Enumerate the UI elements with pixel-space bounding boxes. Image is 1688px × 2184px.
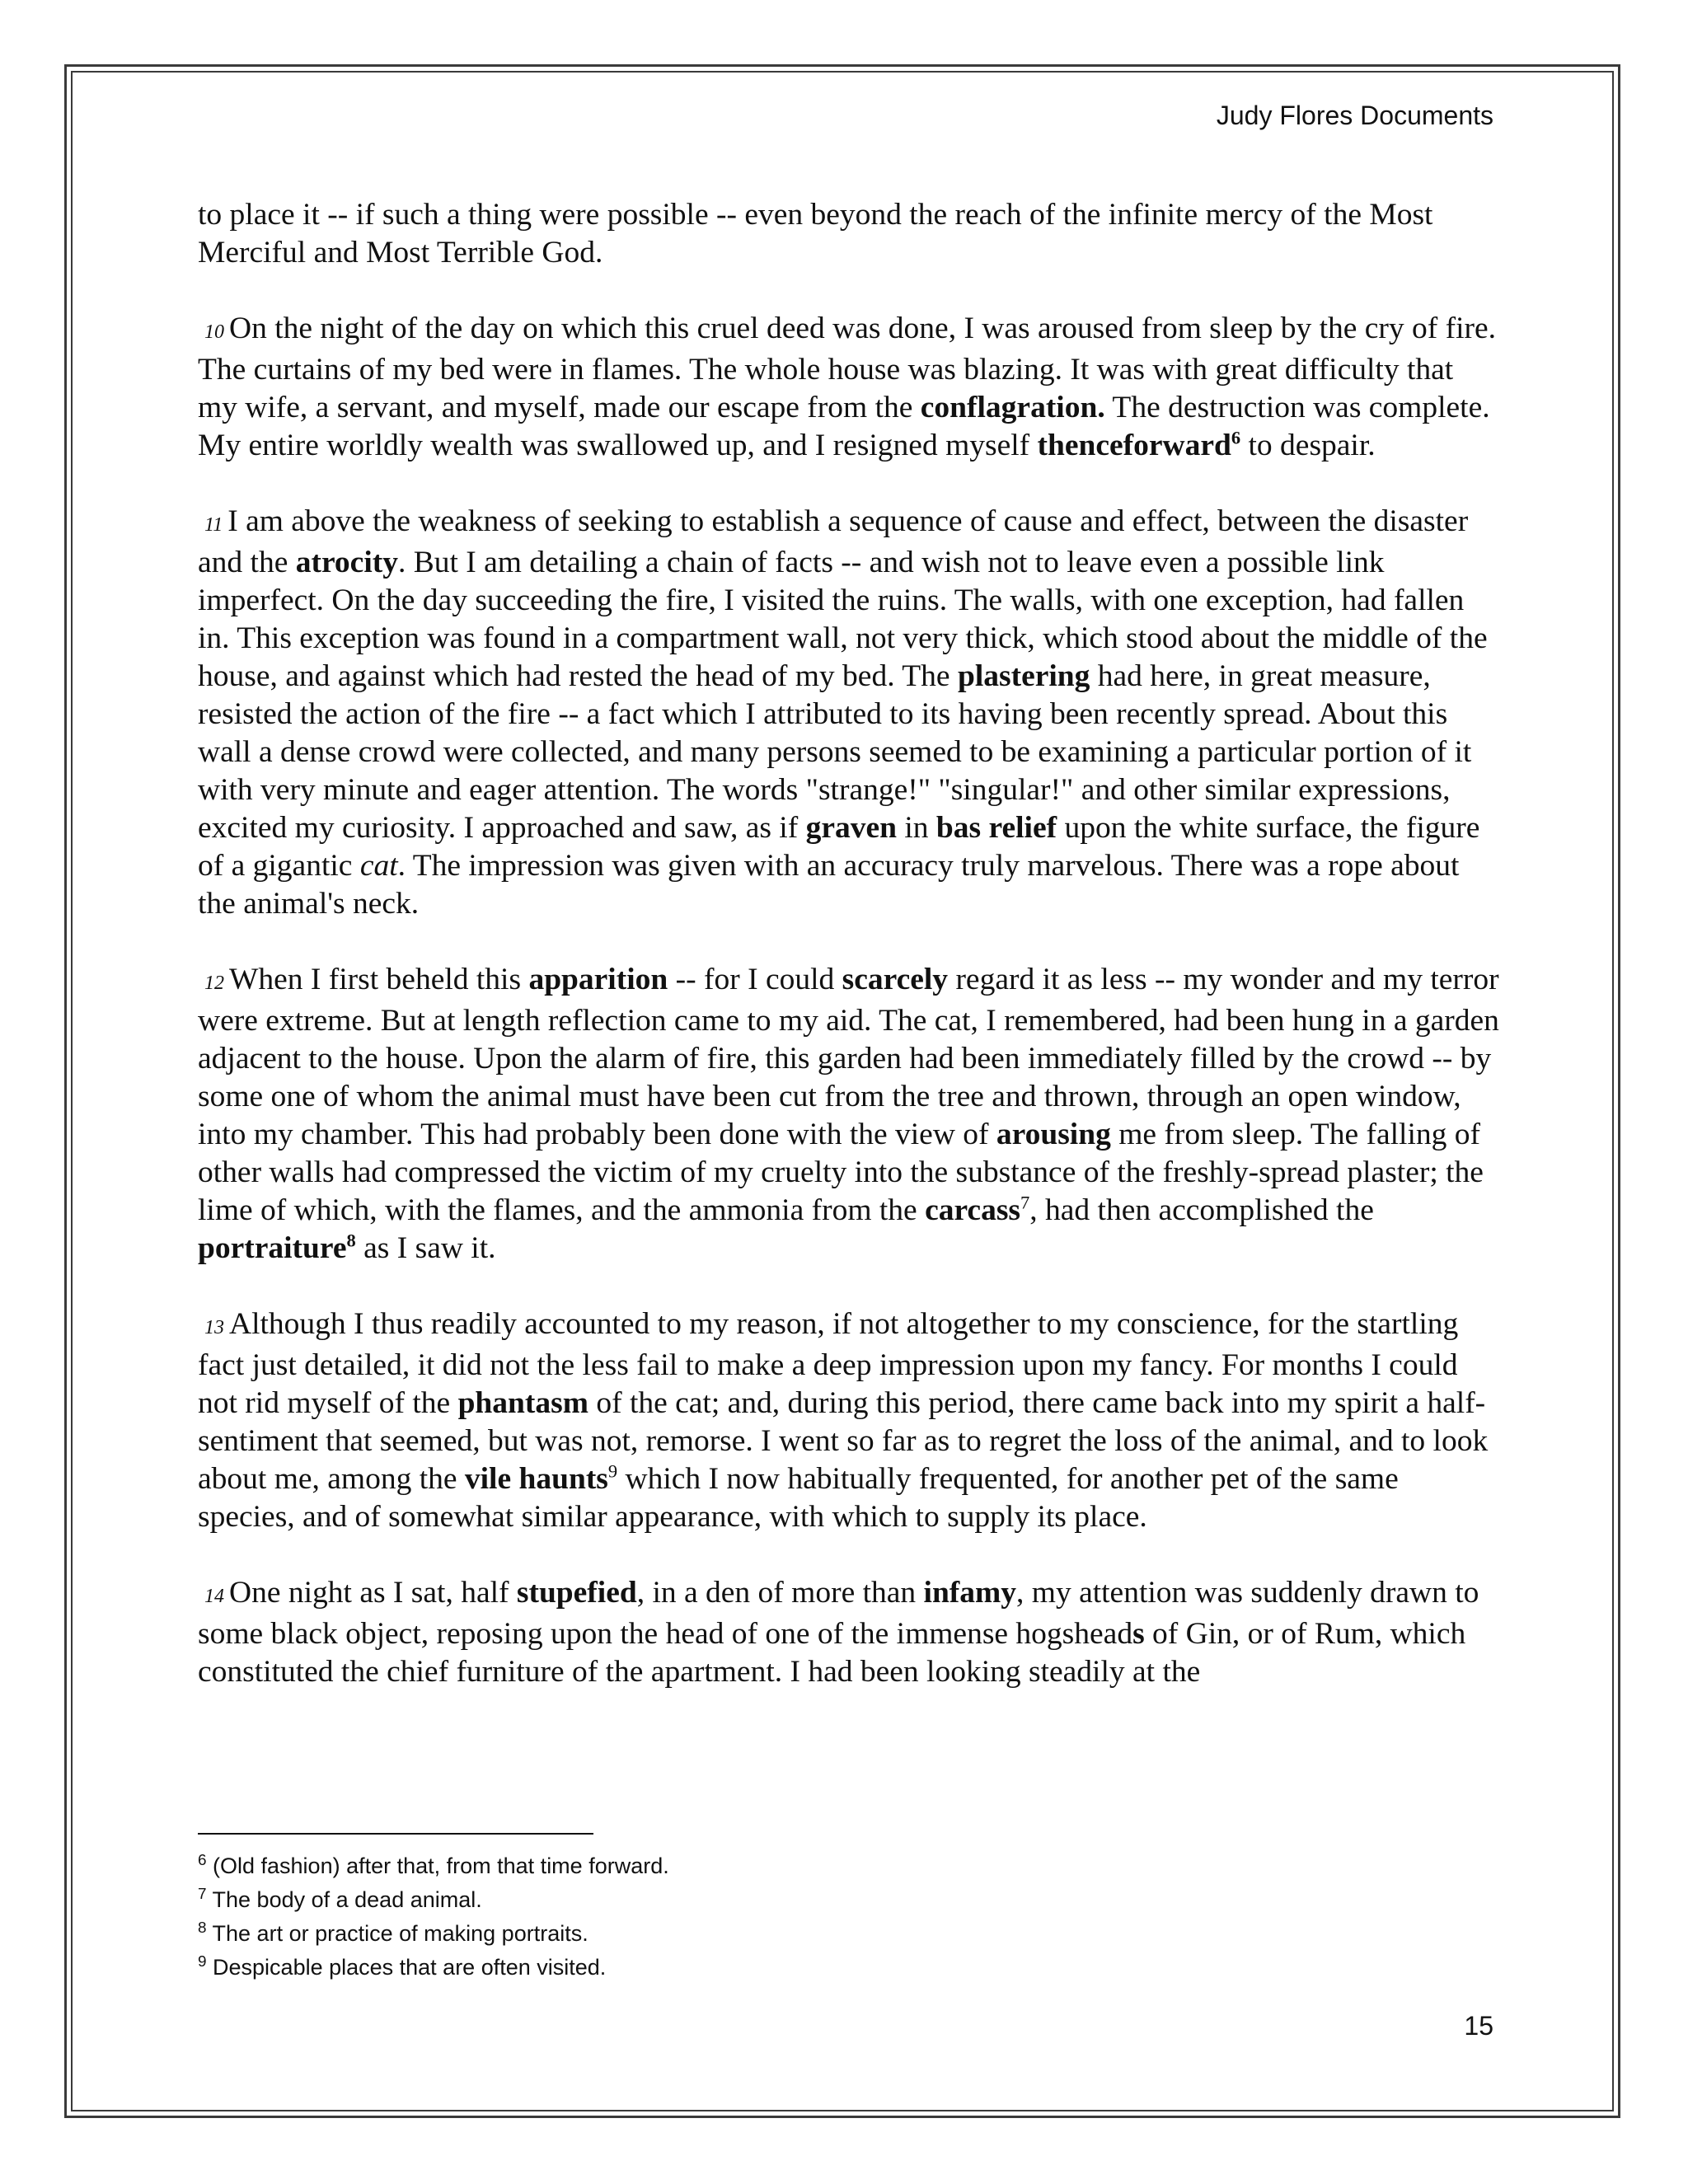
body-text [198, 196, 1500, 1729]
footnote-text: Despicable places that are often visited. [206, 1955, 607, 1980]
footnote [198, 1951, 669, 1985]
text-run: regard it as less -- my wonder and my terror were extreme. But at length reflection came to my aid. The cat, I remembered, had been hung in a garden adjacent to the house. Upon the alarm of fire, this garden had been immediately filled by the crowd -- by some one of whom the animal must have been cut from the tree and thrown, through an open window, into my chamber. This had probably been done with the view of [198, 963, 1499, 1151]
text-run: Although I thus readily accounted to my reason, if not altogether to my conscience, for the startling fact just detailed, it did not the less fail to make a deep impression upon my fancy. For months I could not rid myself of the [198, 1307, 1459, 1420]
text-run: me from sleep. The falling of other walls had compressed the victim of my cruelty into the substance of the freshly-spread plaster; the lime of which, with the flames, and the ammonia from the [198, 1118, 1484, 1227]
paragraph [198, 1305, 1500, 1536]
text-run: . But I am detailing a chain of facts -- and wish not to leave even a possible link imperfect. On the day succeeding the fire, I visited the ruins. The walls, with one exception, had fallen in. This exception was found in a compartment wall, not very thick, which stood about the middle of the house, and against which had rested the head of my bed. The [198, 546, 1488, 693]
footnote-ref: 9 [607, 1460, 618, 1482]
footnotes [198, 1849, 669, 1985]
vocabulary-word: atrocity [295, 546, 398, 579]
footnote-number: 8 [198, 1919, 207, 1937]
text-run: -- for I could [668, 963, 842, 996]
vocabulary-word: apparition [528, 963, 668, 996]
paragraph-number: 11 [204, 514, 223, 536]
paragraph [198, 310, 1500, 465]
vocabulary-word: stupefied [516, 1576, 637, 1610]
footnote-text: The art or practice of making portraits. [206, 1921, 588, 1946]
vocabulary-word: plastering [957, 659, 1090, 693]
vocabulary-word: conflagration. [920, 391, 1105, 424]
footnote [198, 1917, 669, 1951]
text-run: . The impression was given with an accuracy truly marvelous. There was a rope about the animal's neck. [198, 849, 1460, 921]
italic-text: cat [359, 849, 398, 883]
text-run: The destruction was complete. My entire worldly wealth was swallowed up, and I resigned myself [198, 391, 1490, 462]
footnote-separator [198, 1833, 593, 1835]
page-number: 15 [1464, 2011, 1493, 2041]
vocabulary-word: arousing [996, 1118, 1111, 1151]
footnote [198, 1849, 669, 1883]
text-run: When I first beheld this [229, 963, 529, 996]
vocabulary-word: s [1132, 1617, 1145, 1651]
text-run: which I now habitually frequented, for another pet of the same species, and of somewhat similar appearance, with which to supply its place. [198, 1462, 1399, 1534]
vocabulary-word: bas relief [935, 811, 1057, 845]
vocabulary-word: scarcely [842, 963, 949, 996]
vocabulary-word: portraiture [198, 1231, 347, 1265]
paragraph [198, 196, 1500, 272]
vocabulary-word: vile haunts [464, 1462, 608, 1496]
vocabulary-word: carcass [925, 1193, 1021, 1227]
text-run: as I saw it. [355, 1231, 496, 1265]
vocabulary-word: graven [805, 811, 897, 845]
text-run: upon the white surface, the figure of a gigantic [198, 811, 1480, 883]
text-run: I am above the weakness of seeking to establish a sequence of cause and effect, between the disaster and the [198, 504, 1469, 579]
paragraph-number: 13 [204, 1317, 224, 1338]
paragraph-number: 12 [204, 972, 224, 994]
footnote-text: (Old fashion) after that, from that time forward. [206, 1854, 669, 1878]
paragraph [198, 1574, 1500, 1691]
paragraph [198, 961, 1500, 1268]
text-run: One night as I sat, half [229, 1576, 517, 1610]
vocabulary-word: infamy [923, 1576, 1017, 1610]
vocabulary-word: phantasm [457, 1386, 588, 1420]
text-run: had here, in great measure, resisted the action of the fire -- a fact which I attributed to its having been recently spread. About this wall a dense crowd were collected, and many persons seemed to be examining a particular portion of it with very minute and eager attention. The words "strange!" "singular!" and other similar expressions, excited my curiosity. I approached and saw, as if [198, 659, 1472, 845]
paragraph-number: 14 [204, 1586, 224, 1607]
text-run: , my attention was suddenly drawn to some black object, reposing upon the head of one of the immense hogshead [198, 1576, 1479, 1651]
text-run: , in a den of more than [636, 1576, 924, 1610]
footnote [198, 1883, 669, 1917]
text-run: to despair. [1240, 429, 1376, 462]
text-run: of Gin, or of Rum, which constituted the chief furniture of the apartment. I had been looking steadily at the [198, 1617, 1466, 1689]
footnote-number: 9 [198, 1953, 207, 1971]
text-run: , had then accomplished the [1029, 1193, 1374, 1227]
text-run: On the night of the day on which this cruel deed was done, I was aroused from sleep by the cry of fire. The curtains of my bed were in flames. The whole house was blazing. It was with great difficulty that my wife, a servant, and myself, made our escape from the [198, 312, 1497, 424]
text-run: to place it -- if such a thing were possible -- even beyond the reach of the infinite mercy of the Most Merciful and Most Terrible God. [198, 198, 1433, 269]
footnote-ref: 8 [346, 1230, 356, 1251]
footnote-text: The body of a dead animal. [206, 1887, 482, 1912]
paragraph-number: 10 [204, 321, 224, 343]
paragraph [198, 503, 1500, 923]
running-header: Judy Flores Documents [1216, 101, 1493, 130]
vocabulary-word: thenceforward [1037, 429, 1231, 462]
footnote-ref: 6 [1231, 427, 1241, 448]
text-run: of the cat; and, during this period, there came back into my spirit a half-sentiment that seemed, but was not, remorse. I went so far as to regret the loss of the animal, and to look about me, among the [198, 1386, 1489, 1496]
footnote-ref: 7 [1020, 1192, 1030, 1213]
footnote-number: 6 [198, 1852, 207, 1869]
text-run: in [897, 811, 936, 845]
footnote-number: 7 [198, 1886, 207, 1903]
